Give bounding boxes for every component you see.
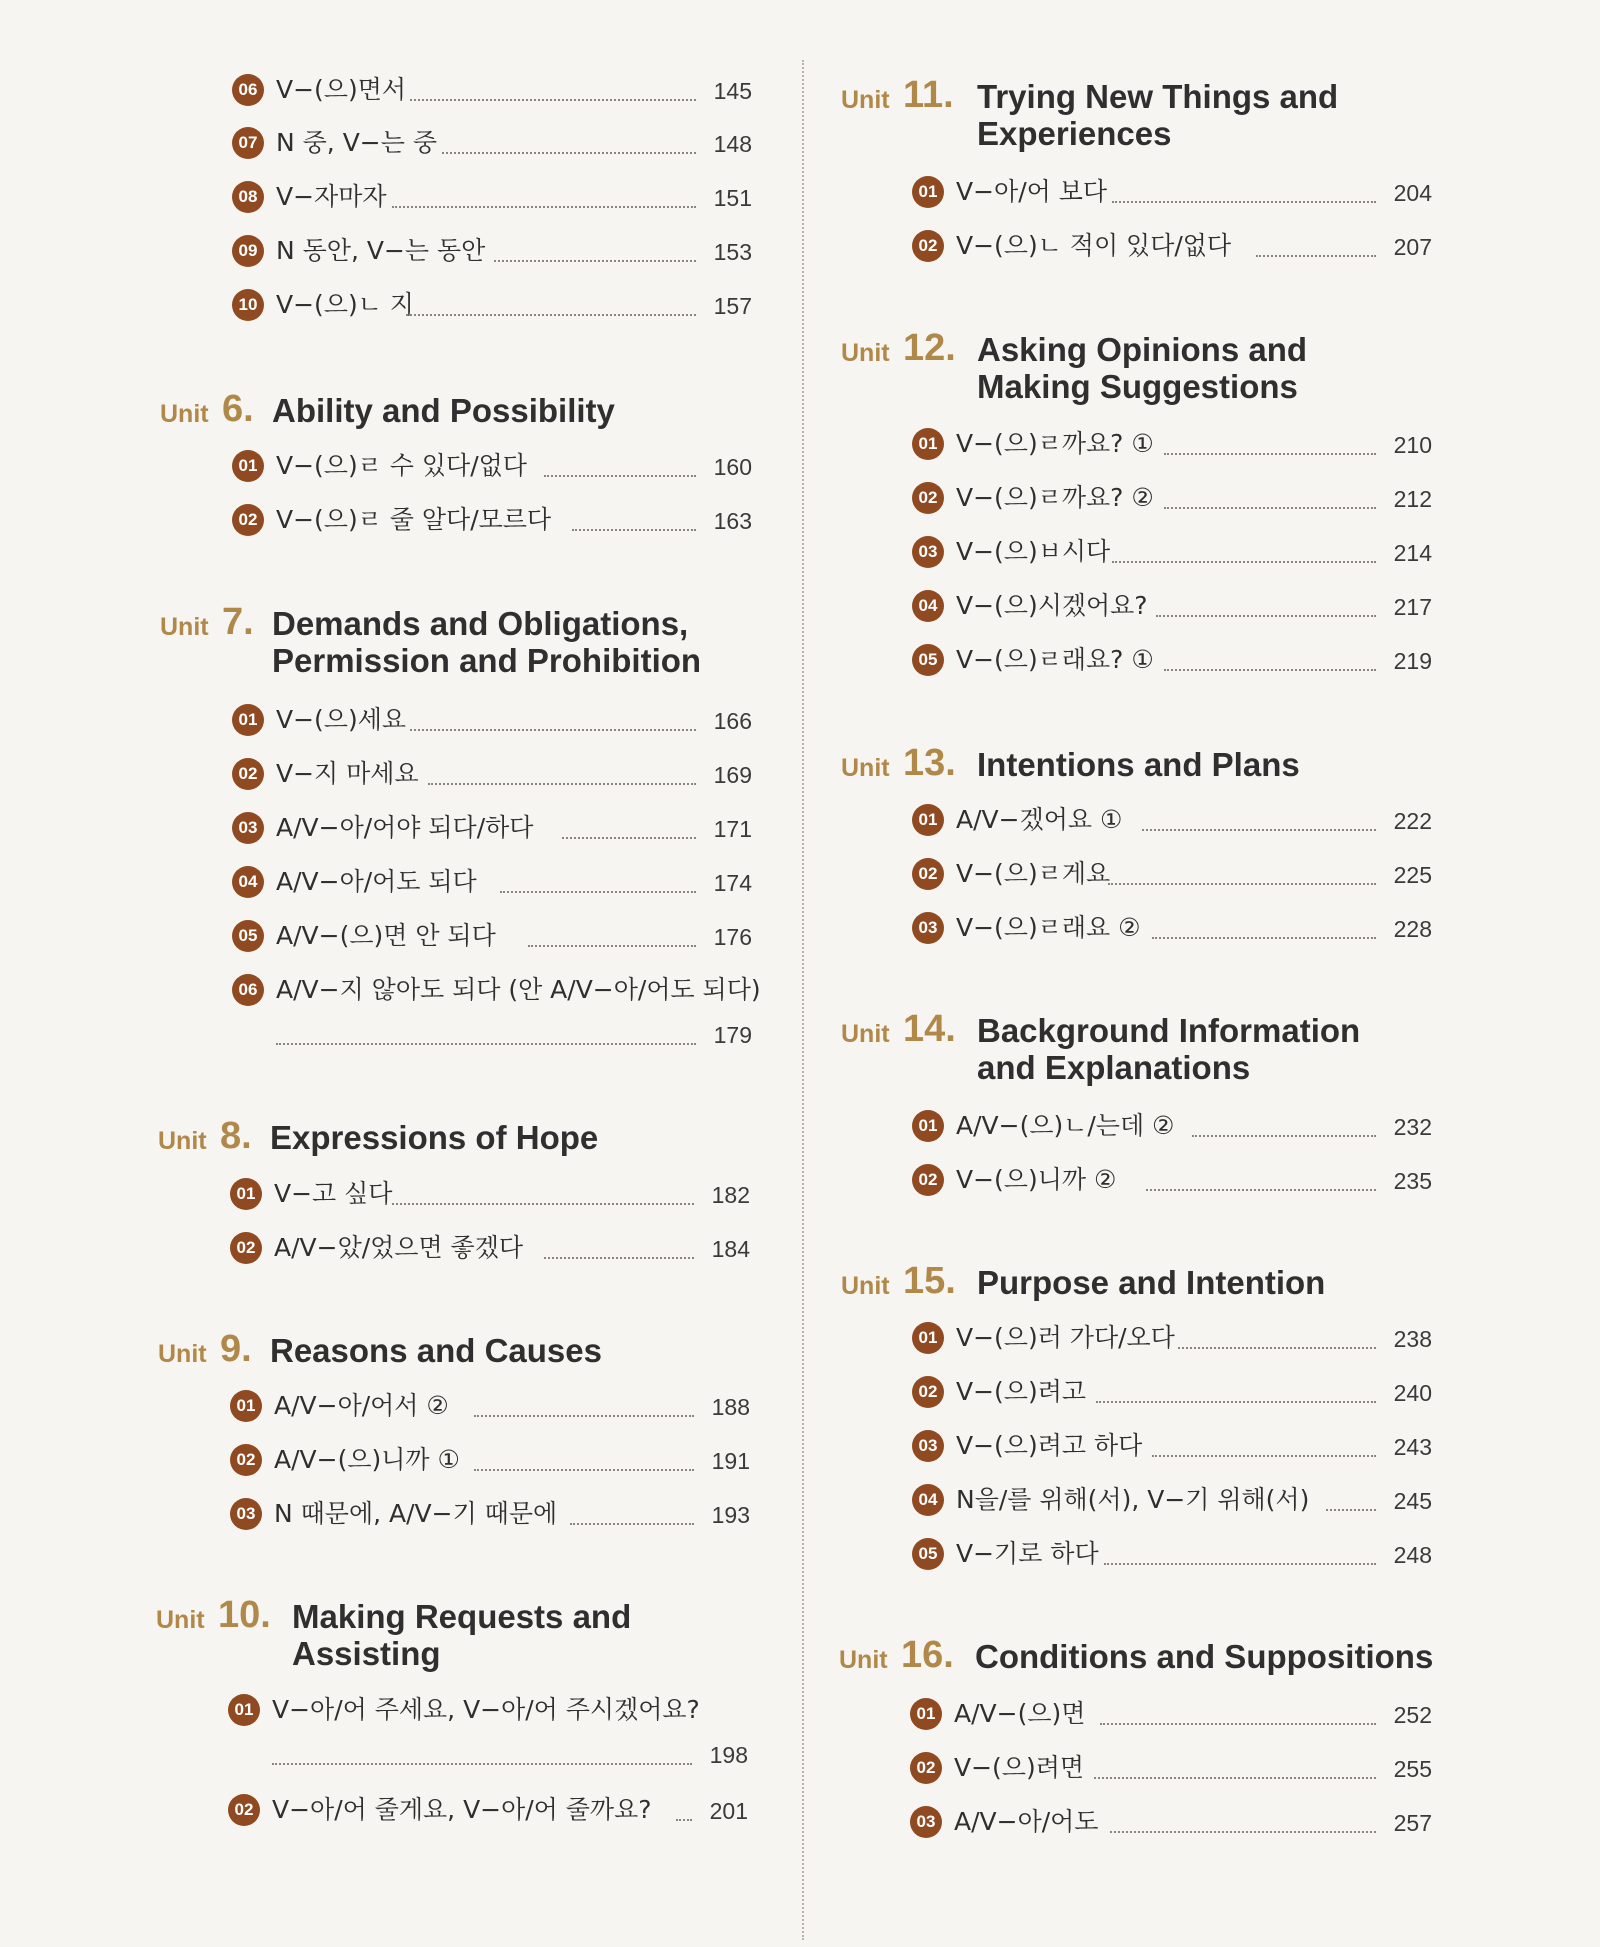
entry-title: V−(으)ㄹ 수 있다/없다 (276, 451, 527, 480)
entry-title: V−기로 하다 (956, 1539, 1099, 1568)
entry-title: V−고 싶다 (274, 1179, 393, 1208)
list-item[interactable] (232, 233, 752, 269)
entry-number-badge: 02 (912, 230, 944, 262)
entry-title: V−아/어 보다 (956, 177, 1108, 206)
unit-number: 10. (218, 1594, 271, 1636)
dot-leader (272, 1763, 692, 1765)
entry-title: V−(으)ㄹ래요 ② (956, 913, 1141, 942)
list-item[interactable] (232, 287, 752, 323)
entry-number-badge: 01 (232, 450, 264, 482)
entry-number-badge: 02 (232, 758, 264, 790)
entry-title: V−(으)ㄹ까요? ② (956, 483, 1154, 512)
entry-title: A/V−아/어서 ② (274, 1391, 449, 1420)
entry-title: V−자마자 (276, 182, 387, 211)
unit-title-line: Trying New Things and (977, 78, 1339, 115)
entry-page-number: 171 (713, 816, 752, 842)
dot-leader (1164, 507, 1376, 509)
entry-number-badge: 02 (912, 858, 944, 890)
dot-leader (1256, 255, 1376, 257)
entry-title: V−(으)ㄹ게요 (956, 859, 1111, 888)
entry-number-badge: 06 (232, 74, 264, 106)
entry-number-badge: 02 (910, 1752, 942, 1784)
entry-page-number: 255 (1393, 1756, 1432, 1782)
unit-label: Unit (841, 1020, 890, 1048)
entry-page-number: 235 (1393, 1168, 1432, 1194)
list-item[interactable] (230, 1388, 750, 1424)
unit-number: 11. (903, 74, 954, 116)
entry-page-number: 219 (1393, 648, 1432, 674)
entry-number-badge: 01 (912, 428, 944, 460)
entry-page-number: 248 (1393, 1542, 1432, 1568)
entry-number-badge: 01 (912, 804, 944, 836)
dot-leader (392, 206, 696, 208)
entry-number-badge: 03 (910, 1806, 942, 1838)
entry-title: N 중, V−는 중 (276, 128, 437, 157)
unit-label: Unit (841, 339, 890, 367)
dot-leader (428, 783, 696, 785)
entry-title: A/V−겠어요 ① (956, 805, 1123, 834)
list-item[interactable] (230, 1442, 750, 1478)
entry-number-badge: 07 (232, 127, 264, 159)
dot-leader (1146, 1189, 1376, 1191)
unit-label: Unit (839, 1646, 888, 1674)
entry-title: A/V−(으)면 안 되다 (276, 921, 496, 950)
dot-leader (572, 529, 696, 531)
entry-title: A/V−았/었으면 좋겠다 (274, 1233, 523, 1262)
dot-leader (474, 1415, 694, 1417)
unit-label: Unit (158, 1127, 207, 1155)
column-divider (802, 60, 804, 1940)
entry-number-badge: 04 (912, 590, 944, 622)
entry-title: V−(으)ㄹ 줄 알다/모르다 (276, 505, 552, 534)
dot-leader (1152, 937, 1376, 939)
entry-page-number: 243 (1393, 1434, 1432, 1460)
list-item[interactable] (232, 125, 752, 161)
unit-label: Unit (160, 613, 209, 641)
entry-title: V−(으)세요 (276, 705, 407, 734)
unit-title-line: and Explanations (977, 1049, 1251, 1086)
entry-number-badge: 03 (232, 812, 264, 844)
unit-title-line: Demands and Obligations, (272, 605, 689, 642)
dot-leader (1164, 669, 1376, 671)
unit-label: Unit (841, 86, 890, 114)
unit-number: 13. (903, 742, 956, 784)
entry-title: A/V−아/어도 (954, 1807, 1099, 1836)
unit-title-line: Intentions and Plans (977, 746, 1300, 783)
list-item-continuation (276, 1016, 752, 1052)
unit-title-line: Conditions and Suppositions (975, 1638, 1434, 1675)
entry-title: V−(으)ㄹ래요? ① (956, 645, 1154, 674)
entry-page-number: 240 (1393, 1380, 1432, 1406)
entry-page-number: 153 (713, 239, 752, 265)
list-item[interactable] (912, 1482, 1432, 1518)
unit-title-line: Reasons and Causes (270, 1332, 602, 1369)
unit-number: 8. (220, 1115, 252, 1157)
list-item[interactable] (232, 972, 761, 1008)
entry-number-badge: 08 (232, 181, 264, 213)
entry-number-badge: 05 (912, 644, 944, 676)
dot-leader (410, 99, 696, 101)
entry-number-badge: 04 (232, 866, 264, 898)
dot-leader (1178, 1347, 1376, 1349)
dot-leader (410, 729, 696, 731)
entry-number-badge: 03 (912, 912, 944, 944)
list-item[interactable] (912, 1108, 1432, 1144)
entry-title: V−아/어 주세요, V−아/어 주시겠어요? (272, 1695, 700, 1724)
list-item[interactable] (232, 179, 752, 215)
list-item[interactable] (912, 588, 1432, 624)
entry-page-number: 252 (1393, 1702, 1432, 1728)
entry-number-badge: 09 (232, 235, 264, 267)
list-item[interactable] (230, 1496, 750, 1532)
entry-page-number: 222 (1393, 808, 1432, 834)
entry-title: V−(으)려고 (956, 1377, 1087, 1406)
entry-number-badge: 02 (912, 482, 944, 514)
entry-title: V−(으)ㄴ 지 (276, 290, 414, 319)
entry-number-badge: 02 (230, 1444, 262, 1476)
list-item[interactable] (910, 1804, 1432, 1840)
entry-title: V−(으)ㅂ시다 (956, 537, 1111, 566)
entry-title: N 때문에, A/V−기 때문에 (274, 1499, 558, 1528)
list-item[interactable] (912, 1536, 1432, 1572)
dot-leader (562, 837, 696, 839)
entry-page-number: 176 (713, 924, 752, 950)
entry-title: V−지 마세요 (276, 759, 419, 788)
entry-number-badge: 01 (230, 1178, 262, 1210)
list-item[interactable] (912, 802, 1432, 838)
dot-leader (1192, 1135, 1376, 1137)
entry-title: V−(으)려고 하다 (956, 1431, 1143, 1460)
list-item[interactable] (912, 910, 1432, 946)
entry-page-number: 204 (1393, 180, 1432, 206)
entry-number-badge: 03 (912, 536, 944, 568)
entry-page-number: 174 (713, 870, 752, 896)
entry-page-number: 207 (1393, 234, 1432, 260)
entry-page-number: 191 (711, 1448, 750, 1474)
list-item[interactable] (230, 1176, 750, 1212)
entry-title: A/V−(으)ㄴ/는데 ② (956, 1111, 1175, 1140)
list-item[interactable] (912, 1428, 1432, 1464)
entry-number-badge: 06 (232, 974, 264, 1006)
list-item-continuation (272, 1736, 748, 1772)
unit-title-line: Making Suggestions (977, 368, 1298, 405)
dot-leader (406, 314, 696, 316)
list-item[interactable] (912, 1374, 1432, 1410)
entry-page-number: 188 (711, 1394, 750, 1420)
entry-page-number: 169 (713, 762, 752, 788)
entry-title: N 동안, V−는 동안 (276, 236, 486, 265)
entry-page-number: 166 (713, 708, 752, 734)
entry-number-badge: 03 (230, 1498, 262, 1530)
entry-title: A/V−아/어야 되다/하다 (276, 813, 534, 842)
unit-label: Unit (160, 400, 209, 428)
list-item[interactable] (232, 918, 752, 954)
unit-number: 12. (903, 327, 956, 369)
dot-leader (528, 945, 696, 947)
dot-leader (1094, 1777, 1376, 1779)
unit-number: 15. (903, 1260, 956, 1302)
list-item[interactable] (232, 448, 752, 484)
entry-number-badge: 02 (230, 1232, 262, 1264)
list-item[interactable] (232, 72, 752, 108)
entry-page-number: 228 (1393, 916, 1432, 942)
list-item[interactable] (912, 228, 1432, 264)
unit-number: 16. (901, 1634, 954, 1676)
entry-page-number: 238 (1393, 1326, 1432, 1352)
dot-leader (276, 1043, 696, 1045)
entry-page-number: 148 (713, 131, 752, 157)
list-item[interactable] (232, 502, 752, 538)
entry-number-badge: 02 (912, 1376, 944, 1408)
unit-label: Unit (841, 754, 890, 782)
dot-leader (1142, 829, 1376, 831)
entry-page-number: 217 (1393, 594, 1432, 620)
entry-number-badge: 01 (910, 1698, 942, 1730)
unit-title-line: Expressions of Hope (270, 1119, 599, 1156)
entry-number-badge: 02 (228, 1794, 260, 1826)
unit-number: 6. (222, 388, 254, 430)
entry-page-number: 245 (1393, 1488, 1432, 1514)
list-item[interactable] (228, 1792, 748, 1828)
entry-title: V−아/어 줄게요, V−아/어 줄까요? (272, 1795, 652, 1824)
entry-title: V−(으)려면 (954, 1753, 1085, 1782)
unit-title-line: Asking Opinions and (977, 331, 1308, 368)
entry-page-number: 212 (1393, 486, 1432, 512)
unit-title-line: Experiences (977, 115, 1172, 152)
entry-page-number: 257 (1393, 1810, 1432, 1836)
list-item[interactable] (912, 426, 1432, 462)
list-item[interactable] (912, 642, 1432, 678)
list-item[interactable] (912, 534, 1432, 570)
entry-number-badge: 05 (912, 1538, 944, 1570)
dot-leader (676, 1819, 692, 1821)
entry-number-badge: 05 (232, 920, 264, 952)
entry-title: A/V−지 않아도 되다 (안 A/V−아/어도 되다) (276, 975, 761, 1004)
entry-number-badge: 04 (912, 1484, 944, 1516)
entry-page-number: 214 (1393, 540, 1432, 566)
list-item[interactable] (232, 702, 752, 738)
entry-number-badge: 01 (232, 704, 264, 736)
entry-page-number: 145 (713, 78, 752, 104)
entry-page-number: 157 (713, 293, 752, 319)
entry-page-number: 179 (713, 1022, 752, 1048)
unit-label: Unit (156, 1606, 205, 1634)
dot-leader (1164, 453, 1376, 455)
dot-leader (1156, 615, 1376, 617)
unit-number: 9. (220, 1328, 252, 1370)
entry-number-badge: 02 (232, 504, 264, 536)
dot-leader (1110, 1831, 1376, 1833)
entry-page-number: 160 (713, 454, 752, 480)
list-item[interactable] (910, 1750, 1432, 1786)
entry-number-badge: 03 (912, 1430, 944, 1462)
entry-page-number: 210 (1393, 432, 1432, 458)
dot-leader (494, 260, 696, 262)
entry-page-number: 182 (711, 1182, 750, 1208)
unit-title-line: Purpose and Intention (977, 1264, 1326, 1301)
entry-title: N을/를 위해(서), V−기 위해(서) (956, 1485, 1310, 1514)
list-item[interactable] (232, 756, 752, 792)
dot-leader (1108, 883, 1376, 885)
dot-leader (474, 1469, 694, 1471)
dot-leader (1104, 1563, 1376, 1565)
dot-leader (1112, 561, 1376, 563)
entry-number-badge: 01 (228, 1694, 260, 1726)
entry-page-number: 225 (1393, 862, 1432, 888)
unit-title-line: Assisting (292, 1635, 441, 1672)
unit-number: 7. (222, 601, 254, 643)
list-item[interactable] (228, 1692, 748, 1728)
dot-leader (1112, 201, 1376, 203)
entry-title: V−(으)면서 (276, 75, 407, 104)
unit-title-line: Ability and Possibility (272, 392, 615, 429)
entry-page-number: 163 (713, 508, 752, 534)
entry-title: V−(으)ㄹ까요? ① (956, 429, 1154, 458)
dot-leader (1096, 1401, 1376, 1403)
list-item[interactable] (912, 856, 1432, 892)
unit-label: Unit (841, 1272, 890, 1300)
entry-title: A/V−아/어도 되다 (276, 867, 477, 896)
list-item[interactable] (232, 810, 752, 846)
dot-leader (544, 475, 696, 477)
entry-title: V−(으)시겠어요? (956, 591, 1148, 620)
dot-leader (1100, 1723, 1376, 1725)
entry-number-badge: 01 (912, 1110, 944, 1142)
entry-title: V−(으)러 가다/오다 (956, 1323, 1175, 1352)
unit-title-line: Permission and Prohibition (272, 642, 702, 679)
unit-number: 14. (903, 1008, 956, 1050)
dot-leader (1326, 1509, 1376, 1511)
entry-page-number: 198 (709, 1742, 748, 1768)
dot-leader (544, 1257, 694, 1259)
unit-title-line: Making Requests and (292, 1598, 632, 1635)
entry-number-badge: 10 (232, 289, 264, 321)
dot-leader (1152, 1455, 1376, 1457)
entry-page-number: 232 (1393, 1114, 1432, 1140)
list-item[interactable] (912, 1162, 1432, 1198)
entry-page-number: 201 (709, 1798, 748, 1824)
dot-leader (442, 152, 696, 154)
entry-number-badge: 01 (912, 176, 944, 208)
list-item[interactable] (912, 174, 1432, 210)
entry-page-number: 193 (711, 1502, 750, 1528)
list-item[interactable] (910, 1696, 1432, 1732)
list-item[interactable] (232, 864, 752, 900)
list-item[interactable] (912, 480, 1432, 516)
entry-number-badge: 02 (912, 1164, 944, 1196)
list-item[interactable] (912, 1320, 1432, 1356)
entry-title: V−(으)니까 ② (956, 1165, 1117, 1194)
entry-number-badge: 01 (912, 1322, 944, 1354)
entry-title: V−(으)ㄴ 적이 있다/없다 (956, 231, 1232, 260)
unit-label: Unit (158, 1340, 207, 1368)
entry-title: A/V−(으)니까 ① (274, 1445, 460, 1474)
entry-title: A/V−(으)면 (954, 1699, 1086, 1728)
dot-leader (570, 1523, 694, 1525)
entry-number-badge: 01 (230, 1390, 262, 1422)
unit-title-line: Background Information (977, 1012, 1361, 1049)
dot-leader (500, 891, 696, 893)
dot-leader (392, 1203, 694, 1205)
list-item[interactable] (230, 1230, 750, 1266)
entry-page-number: 184 (711, 1236, 750, 1262)
entry-page-number: 151 (713, 185, 752, 211)
